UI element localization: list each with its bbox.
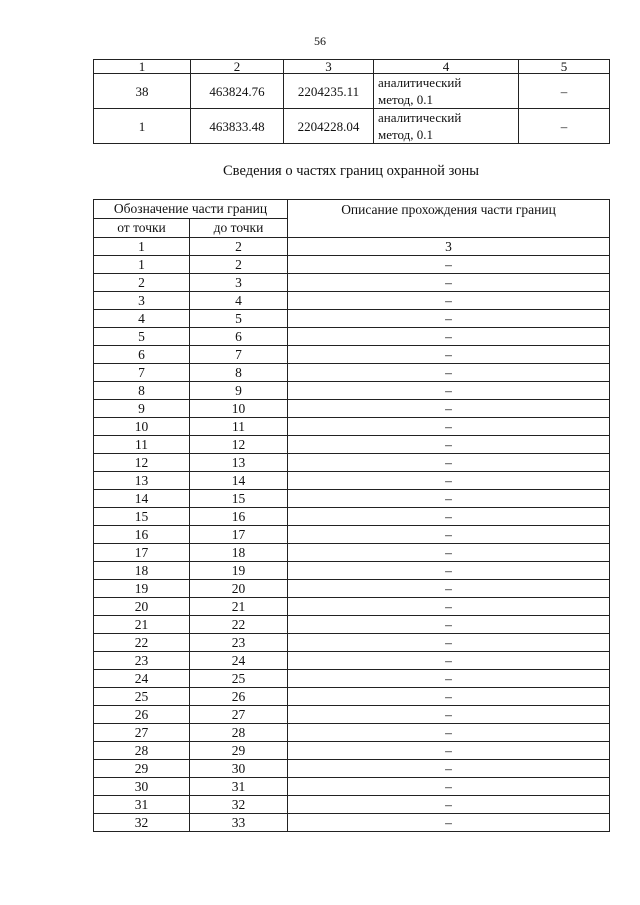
to-point: 20 xyxy=(190,580,288,598)
from-point: 9 xyxy=(94,400,190,418)
table-row xyxy=(94,598,610,616)
from-point: 22 xyxy=(94,634,190,652)
page-number: 56 xyxy=(314,34,326,48)
to-point: 13 xyxy=(190,454,288,472)
from-point: 25 xyxy=(94,688,190,706)
description: – xyxy=(288,616,610,634)
from-point: 28 xyxy=(94,742,190,760)
to-point: 30 xyxy=(190,760,288,778)
description: – xyxy=(288,598,610,616)
description: – xyxy=(288,454,610,472)
description: – xyxy=(288,256,610,274)
description: – xyxy=(288,760,610,778)
to-point: 17 xyxy=(190,526,288,544)
table-row xyxy=(94,310,610,328)
to-point: 19 xyxy=(190,562,288,580)
table-row xyxy=(94,400,610,418)
from-point: 5 xyxy=(94,328,190,346)
column-number: 1 xyxy=(94,238,190,256)
table-row xyxy=(94,760,610,778)
from-point: 4 xyxy=(94,310,190,328)
to-point: 16 xyxy=(190,508,288,526)
table-row xyxy=(94,364,610,382)
description: – xyxy=(288,724,610,742)
to-point: 26 xyxy=(190,688,288,706)
to-point: 15 xyxy=(190,490,288,508)
to-point: 31 xyxy=(190,778,288,796)
description: – xyxy=(288,742,610,760)
column-number: 4 xyxy=(374,60,519,74)
description: – xyxy=(288,490,610,508)
point-number: 38 xyxy=(94,74,191,109)
to-point: 25 xyxy=(190,670,288,688)
from-point: 3 xyxy=(94,292,190,310)
to-point: 32 xyxy=(190,796,288,814)
from-point: 29 xyxy=(94,760,190,778)
section-title: Сведения о частях границ охранной зоны xyxy=(223,163,479,179)
table-row xyxy=(94,742,610,760)
table-row xyxy=(94,562,610,580)
description: – xyxy=(288,706,610,724)
description: – xyxy=(288,562,610,580)
table-row xyxy=(94,724,610,742)
description: – xyxy=(288,778,610,796)
to-point: 8 xyxy=(190,364,288,382)
table-row xyxy=(94,382,610,400)
description: – xyxy=(288,436,610,454)
table-row xyxy=(94,436,610,454)
from-point: 32 xyxy=(94,814,190,832)
table-row xyxy=(94,490,610,508)
to-point: 24 xyxy=(190,652,288,670)
table-row xyxy=(94,346,610,364)
to-point: 2 xyxy=(190,256,288,274)
description: – xyxy=(288,580,610,598)
from-point: 12 xyxy=(94,454,190,472)
table-row xyxy=(94,256,610,274)
description: – xyxy=(288,328,610,346)
from-point: 21 xyxy=(94,616,190,634)
method-description xyxy=(374,109,519,144)
table-row xyxy=(94,544,610,562)
from-point: 16 xyxy=(94,526,190,544)
table-row xyxy=(94,508,610,526)
table-row xyxy=(94,706,610,724)
table-row xyxy=(94,796,610,814)
column-number: 3 xyxy=(288,238,610,256)
to-point: 11 xyxy=(190,418,288,436)
from-point: 20 xyxy=(94,598,190,616)
method-description xyxy=(374,74,519,109)
table-row xyxy=(94,580,610,598)
description: – xyxy=(288,670,610,688)
table-row xyxy=(94,454,610,472)
table-row xyxy=(94,652,610,670)
from-point: 10 xyxy=(94,418,190,436)
from-point: 19 xyxy=(94,580,190,598)
table-row xyxy=(94,472,610,490)
group-header: Обозначение части границ xyxy=(94,200,288,219)
description: – xyxy=(288,472,610,490)
from-point: 17 xyxy=(94,544,190,562)
table-row xyxy=(94,616,610,634)
table-row xyxy=(94,292,610,310)
column-number: 5 xyxy=(519,60,610,74)
description: – xyxy=(288,508,610,526)
coordinates-header-row xyxy=(94,60,610,74)
table-row xyxy=(94,526,610,544)
from-point: 27 xyxy=(94,724,190,742)
to-point: 6 xyxy=(190,328,288,346)
to-point: 28 xyxy=(190,724,288,742)
from-point: 2 xyxy=(94,274,190,292)
table-row xyxy=(94,688,610,706)
column-number: 2 xyxy=(190,238,288,256)
from-point-header: от точки xyxy=(94,219,190,238)
y-coordinate: 2204228.04 xyxy=(284,109,374,144)
boundary-header-row xyxy=(94,200,610,219)
to-point: 18 xyxy=(190,544,288,562)
description: – xyxy=(288,526,610,544)
table-row xyxy=(94,274,610,292)
method-line: аналитический xyxy=(378,75,462,90)
to-point: 9 xyxy=(190,382,288,400)
method-line: метод, 0.1 xyxy=(378,92,433,107)
from-point: 7 xyxy=(94,364,190,382)
to-point: 22 xyxy=(190,616,288,634)
from-point: 8 xyxy=(94,382,190,400)
to-point: 23 xyxy=(190,634,288,652)
column-number: 1 xyxy=(94,60,191,74)
to-point: 3 xyxy=(190,274,288,292)
to-point: 12 xyxy=(190,436,288,454)
description: – xyxy=(288,382,610,400)
description: – xyxy=(288,796,610,814)
x-coordinate: 463824.76 xyxy=(191,74,284,109)
description: – xyxy=(288,310,610,328)
method-line: аналитический xyxy=(378,110,462,125)
to-point: 5 xyxy=(190,310,288,328)
description: – xyxy=(288,346,610,364)
coordinates-row xyxy=(94,109,610,144)
table-row xyxy=(94,328,610,346)
to-point: 7 xyxy=(190,346,288,364)
description: – xyxy=(288,292,610,310)
description: – xyxy=(288,364,610,382)
to-point: 29 xyxy=(190,742,288,760)
y-coordinate: 2204235.11 xyxy=(284,74,374,109)
from-point: 11 xyxy=(94,436,190,454)
description: – xyxy=(288,400,610,418)
from-point: 24 xyxy=(94,670,190,688)
description: – xyxy=(288,544,610,562)
table-row xyxy=(94,778,610,796)
extra-value: – xyxy=(519,74,610,109)
to-point: 14 xyxy=(190,472,288,490)
table-row xyxy=(94,418,610,436)
x-coordinate: 463833.48 xyxy=(191,109,284,144)
to-point: 21 xyxy=(190,598,288,616)
description: – xyxy=(288,652,610,670)
method-line: метод, 0.1 xyxy=(378,127,433,142)
table-row xyxy=(94,634,610,652)
from-point: 26 xyxy=(94,706,190,724)
column-number: 2 xyxy=(191,60,284,74)
from-point: 1 xyxy=(94,256,190,274)
description: – xyxy=(288,814,610,832)
to-point-header: до точки xyxy=(190,219,288,238)
to-point: 4 xyxy=(190,292,288,310)
from-point: 30 xyxy=(94,778,190,796)
column-number: 3 xyxy=(284,60,374,74)
description-header: Описание прохождения части границ xyxy=(288,200,610,238)
point-number: 1 xyxy=(94,109,191,144)
boundary-parts-table xyxy=(93,199,610,832)
from-point: 18 xyxy=(94,562,190,580)
table-row xyxy=(94,670,610,688)
from-point: 13 xyxy=(94,472,190,490)
extra-value: – xyxy=(519,109,610,144)
to-point: 10 xyxy=(190,400,288,418)
description: – xyxy=(288,274,610,292)
description: – xyxy=(288,634,610,652)
from-point: 15 xyxy=(94,508,190,526)
from-point: 31 xyxy=(94,796,190,814)
coordinates-table xyxy=(93,59,610,144)
column-numbers-row xyxy=(94,238,610,256)
from-point: 14 xyxy=(94,490,190,508)
from-point: 6 xyxy=(94,346,190,364)
coordinates-row xyxy=(94,74,610,109)
to-point: 33 xyxy=(190,814,288,832)
description: – xyxy=(288,688,610,706)
table-row xyxy=(94,814,610,832)
description: – xyxy=(288,418,610,436)
to-point: 27 xyxy=(190,706,288,724)
from-point: 23 xyxy=(94,652,190,670)
